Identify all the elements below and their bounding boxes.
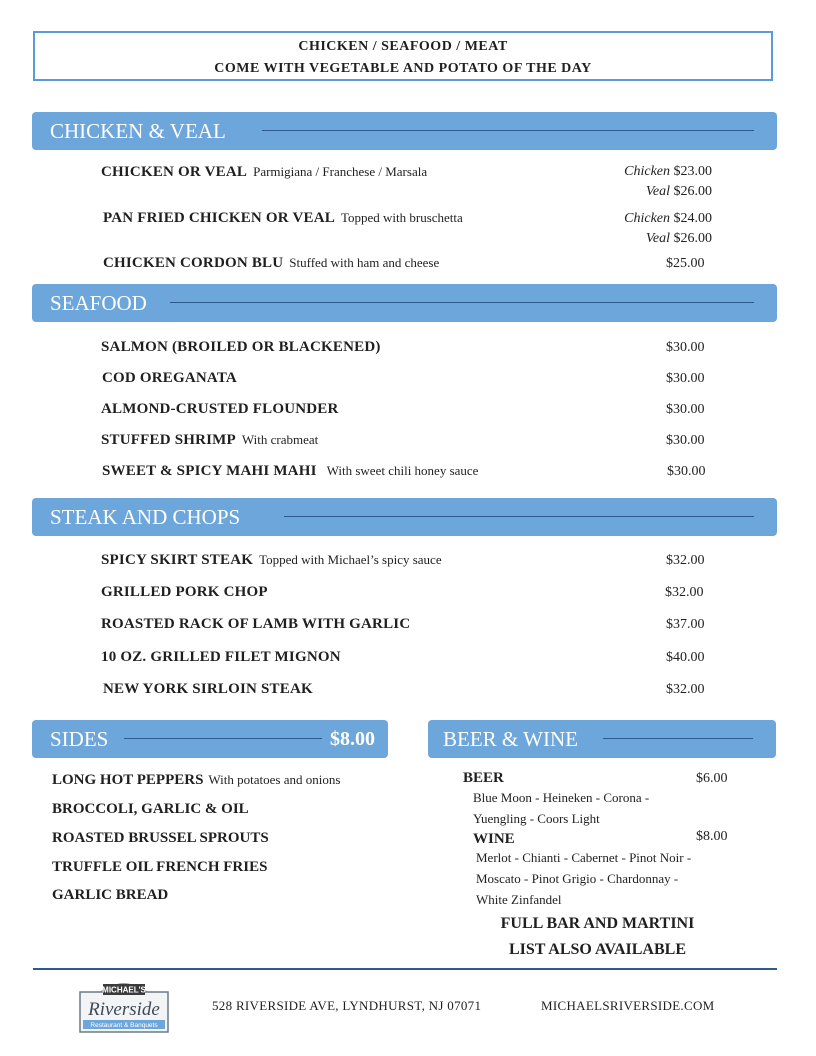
section-title-beer-wine: BEER & WINE	[443, 727, 578, 751]
beer-price: $6.00	[696, 771, 728, 786]
item-name: GRILLED PORK CHOP	[101, 584, 268, 600]
menu-item	[103, 255, 439, 272]
logo-sub-text: Restaurant & Banquets	[90, 1022, 158, 1029]
menu-item	[101, 552, 442, 569]
item-price	[592, 164, 712, 180]
menu-item	[101, 164, 427, 181]
beer-list-line: Yuengling - Coors Light	[473, 811, 600, 826]
item-name: 10 OZ. GRILLED FILET MIGNON	[101, 649, 341, 665]
menu-item	[101, 339, 381, 356]
beer-label: BEER	[463, 770, 504, 786]
item-price	[592, 211, 712, 227]
header-line-2: COME WITH VEGETABLE AND POTATO OF THE DAY	[214, 61, 592, 76]
item-name: LONG HOT PEPPERS	[52, 772, 204, 788]
beer-list-line: Blue Moon - Heineken - Corona -	[473, 790, 650, 805]
item-desc: Stuffed with ham and cheese	[289, 255, 440, 270]
item-price: $30.00	[666, 371, 705, 386]
item-price: $25.00	[666, 256, 705, 271]
item-name: SALMON (BROILED OR BLACKENED)	[101, 339, 381, 355]
item-name: CHICKEN OR VEAL	[101, 164, 248, 180]
item-desc: With potatoes and onions	[208, 772, 341, 787]
price-value: $26.00	[673, 231, 712, 246]
menu-item	[101, 649, 341, 666]
item-price: $40.00	[666, 650, 705, 665]
item-desc: With crabmeat	[241, 432, 319, 447]
item-price: $30.00	[666, 402, 705, 417]
item-price: $32.00	[665, 585, 704, 600]
banner-rule	[170, 302, 754, 303]
item-name: BROCCOLI, GARLIC & OIL	[52, 801, 249, 817]
item-price: $30.00	[666, 433, 705, 448]
wine-price: $8.00	[696, 829, 728, 844]
footer-address: 528 RIVERSIDE AVE, LYNDHURST, NJ 07071	[212, 998, 482, 1013]
item-name: ROASTED RACK OF LAMB WITH GARLIC	[101, 616, 411, 632]
side-item	[52, 801, 249, 818]
item-name: STUFFED SHRIMP	[101, 432, 236, 448]
wine-list-line: Merlot - Chianti - Cabernet - Pinot Noir -	[476, 850, 692, 865]
price-value: $26.00	[673, 184, 712, 199]
item-price: $37.00	[666, 617, 705, 632]
item-price	[592, 184, 712, 200]
menu-item	[101, 584, 268, 601]
side-item	[52, 830, 269, 847]
footer-website[interactable]: MICHAELSRIVERSIDE.COM	[541, 998, 715, 1013]
section-title-steak: STEAK AND CHOPS	[50, 505, 241, 529]
section-title-chicken: CHICKEN & VEAL	[50, 119, 226, 143]
logo-top-text: MICHAEL'S	[102, 985, 146, 995]
price-value: $23.00	[673, 164, 712, 179]
footer-rule	[33, 968, 777, 970]
bar-note-line-2: LIST ALSO AVAILABLE	[509, 941, 686, 958]
header-line-1: CHICKEN / SEAFOOD / MEAT	[298, 39, 508, 54]
menu-item	[103, 681, 313, 698]
item-desc: With sweet chili honey sauce	[326, 463, 479, 478]
section-title-seafood: SEAFOOD	[50, 291, 147, 315]
item-price: $30.00	[667, 464, 706, 479]
item-name: TRUFFLE OIL FRENCH FRIES	[52, 859, 268, 875]
menu-item	[101, 432, 318, 449]
item-name: GARLIC BREAD	[52, 887, 169, 903]
item-name: COD OREGANATA	[102, 370, 237, 386]
item-desc: Parmigiana / Franchese / Marsala	[253, 164, 428, 179]
price-label: Chicken	[624, 164, 670, 179]
side-item	[52, 772, 340, 789]
item-name: SPICY SKIRT STEAK	[101, 552, 254, 568]
menu-item	[101, 616, 410, 633]
item-name: ALMOND-CRUSTED FLOUNDER	[101, 401, 339, 417]
wine-list-line: Moscato - Pinot Grigio - Chardonnay -	[476, 871, 679, 886]
menu-item	[102, 370, 237, 387]
riverside-logo	[79, 978, 169, 1033]
sides-banner	[32, 720, 388, 758]
menu-item	[103, 210, 463, 227]
banner-rule	[603, 738, 753, 739]
chicken-veal-banner	[32, 112, 777, 150]
banner-rule	[124, 738, 322, 739]
item-name: ROASTED BRUSSEL SPROUTS	[52, 830, 269, 846]
banner-rule	[262, 130, 754, 131]
menu-item	[101, 401, 339, 418]
item-price: $30.00	[666, 340, 705, 355]
item-name: SWEET & SPICY MAHI MAHI	[102, 463, 317, 479]
price-label: Chicken	[624, 211, 670, 226]
sides-price: $8.00	[330, 728, 375, 750]
menu-header-box	[33, 31, 773, 81]
seafood-banner	[32, 284, 777, 322]
item-price	[592, 231, 712, 247]
price-label: Veal	[645, 231, 670, 246]
bar-note-line-1: FULL BAR AND MARTINI	[500, 915, 695, 932]
item-desc: Topped with Michael’s spicy sauce	[259, 552, 442, 567]
beer-wine-banner	[428, 720, 776, 758]
item-name: CHICKEN CORDON BLU	[103, 255, 284, 271]
price-label: Veal	[645, 184, 670, 199]
wine-label: WINE	[473, 831, 515, 847]
item-name: NEW YORK SIRLOIN STEAK	[103, 681, 313, 697]
item-name: PAN FRIED CHICKEN OR VEAL	[103, 210, 335, 226]
item-desc: Topped with bruschetta	[340, 210, 463, 225]
banner-rule	[284, 516, 754, 517]
wine-list-line: White Zinfandel	[476, 892, 562, 907]
steak-banner	[32, 498, 777, 536]
side-item	[52, 859, 267, 876]
side-item	[52, 887, 168, 904]
section-title-sides: SIDES	[50, 727, 109, 751]
item-price: $32.00	[666, 682, 705, 697]
logo-main-text: Riverside	[88, 999, 160, 1020]
menu-item	[102, 463, 478, 480]
price-value: $24.00	[673, 211, 712, 226]
item-price: $32.00	[666, 553, 705, 568]
